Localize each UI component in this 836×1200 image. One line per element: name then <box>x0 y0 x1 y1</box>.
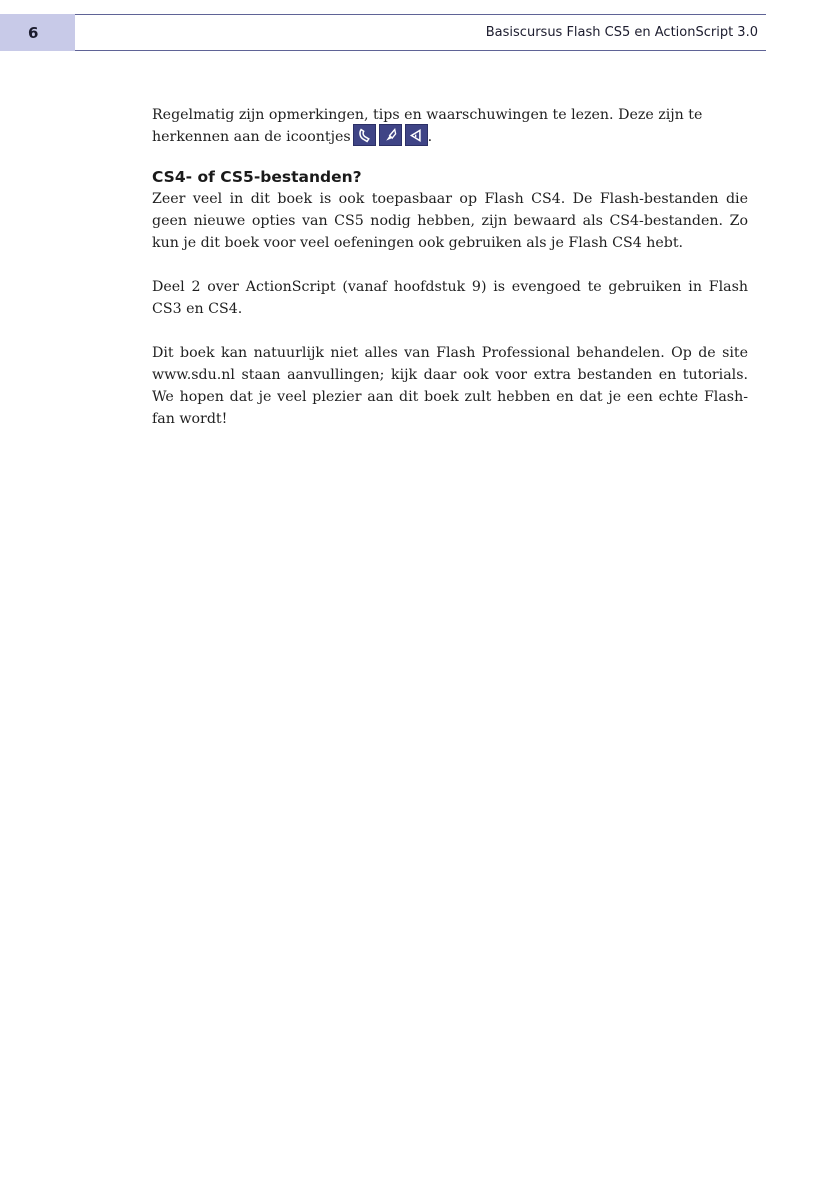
tip-icon <box>379 124 402 146</box>
intro-line-1: Regelmatig zijn opmerkingen, tips en waarschuwingen te lezen. Deze zijn te <box>152 107 703 123</box>
book-title: Basiscursus Flash CS5 en ActionScript 3.0 <box>485 25 758 40</box>
paragraph-spacer <box>152 254 748 276</box>
warning-icon <box>405 124 428 146</box>
intro-paragraph <box>152 104 748 148</box>
body-paragraph-2: Deel 2 over ActionScript (vanaf hoofdstuk 9) is evengoed te gebruiken in Flash CS3 en CS4. <box>152 279 748 317</box>
paragraph-spacer <box>152 320 748 342</box>
icon-legend <box>353 124 428 146</box>
note-icon <box>353 124 376 146</box>
running-header <box>75 14 766 51</box>
page-body <box>152 104 748 430</box>
section-heading: CS4- of CS5-bestanden? <box>152 168 362 186</box>
page-number: 6 <box>0 14 75 51</box>
body-paragraph-3: Dit boek kan natuurlijk niet alles van Flash Professional behandelen. Op de site www.sdu.nl staan aanvullingen; kijk daar ook voor extra bestanden en tutorials. We hopen dat je veel plezier aan dit boek zult hebben en dat je een echte Flash-fan wordt! <box>152 345 748 427</box>
intro-line-2: herkennen aan de icoontjes <box>152 129 351 145</box>
body-paragraph-1: Zeer veel in dit boek is ook toepasbaar op Flash CS4. De Flash-bestanden die geen nieuwe opties van CS5 nodig hebben, zijn bewaard als CS4-bestanden. Zo kun je dit boek voor veel oefeningen ook gebruiken als je Flash CS4 hebt. <box>152 191 748 251</box>
intro-line-2-end: . <box>427 129 433 145</box>
page-header <box>0 14 766 51</box>
